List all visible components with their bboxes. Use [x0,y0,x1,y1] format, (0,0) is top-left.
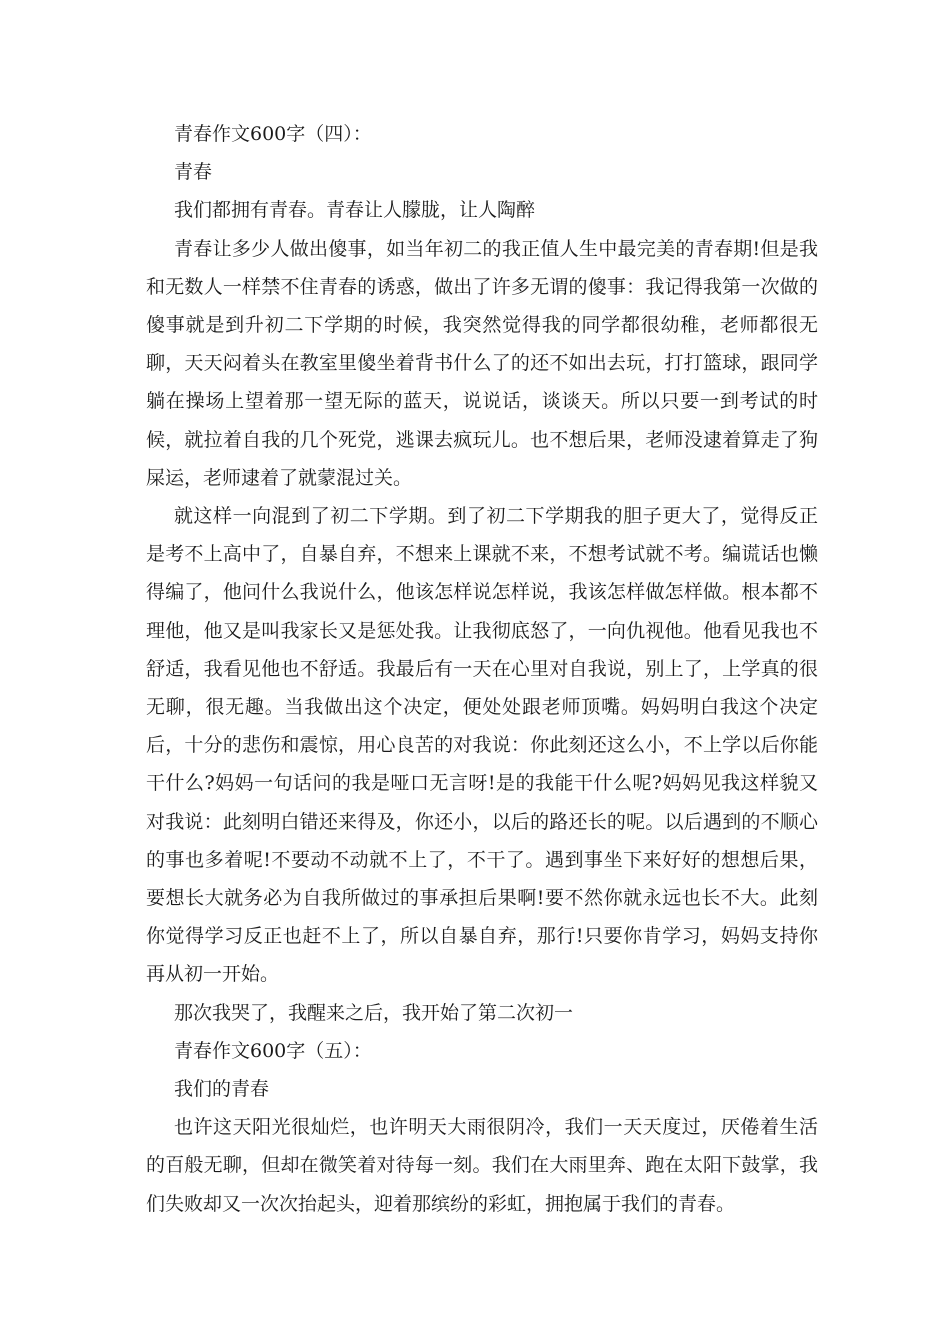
essay-intro-4: 我们都拥有青春。青春让人朦胧，让人陶醉 [174,199,536,222]
essay-title-5: 我们的青春 [174,1078,270,1100]
paragraph-1: 青春让多少人做出傻事，如当年初二的我正值人生中最完美的青春期!但是我和无数人一样禁不住青春的诱惑，做出了许多无谓的傻事：我记得我第一次做的傻事就是到升初二下学期的时候，我突然觉得我的同学都很幼稚，老师都很无聊，天天闷着头在教室里傻坐着背书什么了的还不如出去玩，打打篮球，跟同学躺在操场上望着那一望无际的蓝天，说说话，谈谈天。所以只要一到考试的时候，就拉着自我的几个死党，逃课去疯玩儿。也不想后果，老师没逮着算走了狗屎运，老师逮着了就蒙混过关。 [146,237,818,489]
section-heading-5: 青春作文600字（五）： [174,1039,372,1062]
essay-title-4: 青春 [174,161,213,184]
paragraph-2: 就这样一向混到了初二下学期。到了初二下学期我的胆子更大了，觉得反正是考不上高中了，自暴自弃，不想来上课就不来，不想考试就不考。编谎话也懒得编了，他问什么我说什么，他该怎样说怎样说，我该怎样做怎样做。根本都不理他，他又是叫我家长又是惩处我。让我彻底怒了，一向仇视他。他看见我也不舒适，我看见他也不舒适。我最后有一天在心里对自我说，别上了，上学真的很无聊，很无趣。当我做出这个决定，便处处跟老师顶嘴。妈妈明白我这个决定后，十分的悲伤和震惊，用心良苦的对我说：你此刻还这么小，不上学以后你能干什么?妈妈一句话问的我是哑口无言呀!是的我能干什么呢?妈妈见我这样貌又对我说：此刻明白错还来得及，你还小，以后的路还长的呢。以后遇到的不顺心的事也多着呢!不要动不动就不上了，不干了。遇到事坐下来好好的想想后果，要想长大就务必为自我所做过的事承担后果啊!要不然你就永远也长不大。此刻你觉得学习反正也赶不上了，所以自暴自弃，那行!只要你肯学习，妈妈支持你再从初一开始。 [146,504,818,986]
document-body [146,115,818,1223]
section-heading-4: 青春作文600字（四）： [174,123,372,145]
paragraph-4: 也许这天阳光很灿烂，也许明天大雨很阴冷，我们一天天度过，厌倦着生活的百般无聊，但却在微笑着对待每一刻。我们在大雨里奔、跑在太阳下鼓掌，我们失败却又一次次抬起头，迎着那缤纷的彩虹，拥抱属于我们的青春。 [146,1116,818,1215]
paragraph-3: 那次我哭了，我醒来之后，我开始了第二次初一 [174,1001,574,1024]
